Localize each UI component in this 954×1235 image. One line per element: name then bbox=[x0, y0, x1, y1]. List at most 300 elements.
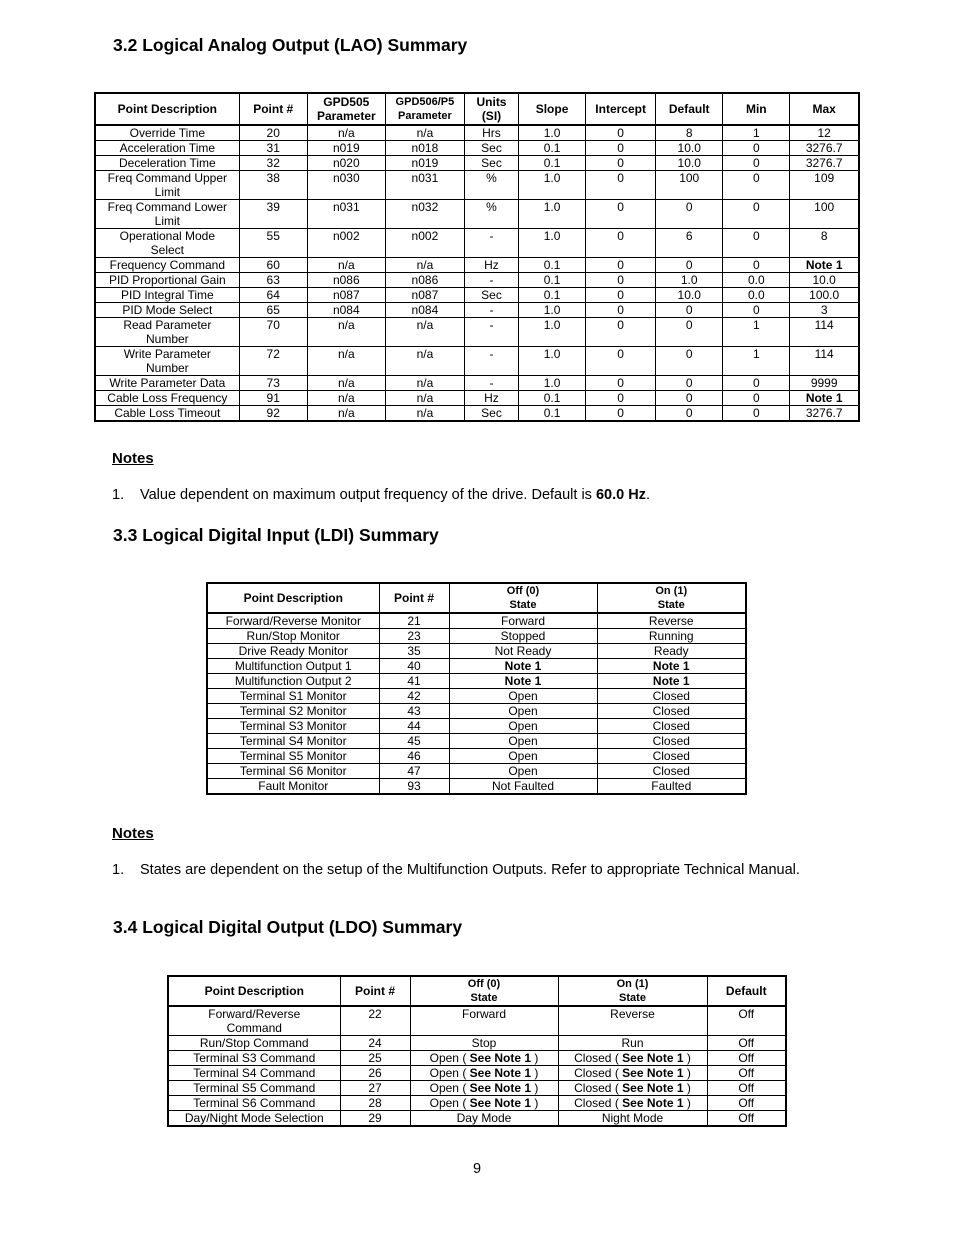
table-cell: Closed bbox=[597, 689, 746, 704]
table-row bbox=[95, 406, 859, 422]
lao-summary-table bbox=[94, 92, 860, 422]
table-cell: Cable Loss Timeout bbox=[95, 406, 239, 422]
table-cell: 3276.7 bbox=[790, 156, 859, 171]
table-cell: 45 bbox=[379, 734, 449, 749]
table-cell: n/a bbox=[307, 391, 385, 406]
table-cell: 0 bbox=[723, 156, 790, 171]
table-cell: 42 bbox=[379, 689, 449, 704]
table-cell: 27 bbox=[340, 1081, 410, 1096]
table-cell: n031 bbox=[385, 171, 464, 200]
table-cell: 0 bbox=[656, 200, 723, 229]
table-cell: Open ( See Note 1 ) bbox=[410, 1066, 558, 1081]
table-cell: n/a bbox=[385, 406, 464, 422]
table-cell: 100.0 bbox=[790, 288, 859, 303]
table-cell: Multifunction Output 1 bbox=[207, 659, 379, 674]
table-cell: Off bbox=[707, 1096, 786, 1111]
table-row bbox=[168, 1051, 786, 1066]
column-header: On (1) State bbox=[597, 583, 746, 613]
table-cell: 24 bbox=[340, 1036, 410, 1051]
table-cell: 109 bbox=[790, 171, 859, 200]
table-cell: 0 bbox=[586, 376, 656, 391]
table-cell: 0 bbox=[656, 318, 723, 347]
table-cell: Stop bbox=[410, 1036, 558, 1051]
table-cell: Run bbox=[558, 1036, 707, 1051]
table-cell: Write Parameter Data bbox=[95, 376, 239, 391]
table-cell: 31 bbox=[239, 141, 307, 156]
table-cell: n030 bbox=[307, 171, 385, 200]
table-cell: Closed ( See Note 1 ) bbox=[558, 1066, 707, 1081]
table-cell: Open ( See Note 1 ) bbox=[410, 1096, 558, 1111]
column-header: Point # bbox=[340, 976, 410, 1006]
column-header: Off (0) State bbox=[410, 976, 558, 1006]
table-cell: 44 bbox=[379, 719, 449, 734]
table-cell: 0 bbox=[586, 303, 656, 318]
column-header: GPD505 Parameter bbox=[307, 93, 385, 125]
table-cell: n/a bbox=[385, 391, 464, 406]
table-cell: 43 bbox=[379, 704, 449, 719]
table-cell: Forward bbox=[449, 613, 597, 629]
table-cell: n/a bbox=[385, 347, 464, 376]
table-row bbox=[207, 704, 746, 719]
table-cell: 12 bbox=[790, 125, 859, 141]
table-cell: Note 1 bbox=[449, 674, 597, 689]
table-cell: Open ( See Note 1 ) bbox=[410, 1081, 558, 1096]
table-cell: Freq Command Lower Limit bbox=[95, 200, 239, 229]
table-cell: Note 1 bbox=[449, 659, 597, 674]
table-cell: 21 bbox=[379, 613, 449, 629]
ldi-notes-heading: Notes bbox=[112, 825, 154, 842]
ldi-note-number: 1. bbox=[112, 862, 125, 878]
table-cell: Night Mode bbox=[558, 1111, 707, 1127]
table-cell: 92 bbox=[239, 406, 307, 422]
table-cell: 100 bbox=[790, 200, 859, 229]
table-cell: 35 bbox=[379, 644, 449, 659]
column-header: Point # bbox=[379, 583, 449, 613]
column-header: Default bbox=[707, 976, 786, 1006]
table-row bbox=[168, 1096, 786, 1111]
table-cell: Frequency Command bbox=[95, 258, 239, 273]
table-cell: PID Proportional Gain bbox=[95, 273, 239, 288]
table-row bbox=[95, 273, 859, 288]
table-cell: 0 bbox=[656, 391, 723, 406]
column-header: Off (0) State bbox=[449, 583, 597, 613]
table-cell: 3276.7 bbox=[790, 406, 859, 422]
table-cell: 25 bbox=[340, 1051, 410, 1066]
table-cell: 72 bbox=[239, 347, 307, 376]
table-cell: Day Mode bbox=[410, 1111, 558, 1127]
table-cell: Terminal S1 Monitor bbox=[207, 689, 379, 704]
table-cell: 10.0 bbox=[790, 273, 859, 288]
table-cell: 8 bbox=[790, 229, 859, 258]
table-cell: - bbox=[464, 229, 518, 258]
table-cell: 29 bbox=[340, 1111, 410, 1127]
table-cell: Terminal S4 Monitor bbox=[207, 734, 379, 749]
table-cell: % bbox=[464, 200, 518, 229]
table-cell: Multifunction Output 2 bbox=[207, 674, 379, 689]
table-cell: Open bbox=[449, 764, 597, 779]
column-header: Intercept bbox=[586, 93, 656, 125]
table-cell: Sec bbox=[464, 141, 518, 156]
table-cell: 41 bbox=[379, 674, 449, 689]
table-cell: PID Integral Time bbox=[95, 288, 239, 303]
table-row bbox=[95, 376, 859, 391]
table-cell: n002 bbox=[307, 229, 385, 258]
table-cell: 0 bbox=[586, 141, 656, 156]
table-cell: Open bbox=[449, 689, 597, 704]
table-row bbox=[95, 156, 859, 171]
table-cell: 46 bbox=[379, 749, 449, 764]
table-row bbox=[207, 629, 746, 644]
table-cell: Not Ready bbox=[449, 644, 597, 659]
table-cell: Stopped bbox=[449, 629, 597, 644]
table-cell: n/a bbox=[307, 347, 385, 376]
table-cell: 10.0 bbox=[656, 141, 723, 156]
table-cell: 0 bbox=[586, 156, 656, 171]
table-cell: 3 bbox=[790, 303, 859, 318]
table-cell: Terminal S5 Command bbox=[168, 1081, 340, 1096]
table-cell: PID Mode Select bbox=[95, 303, 239, 318]
table-cell: Off bbox=[707, 1066, 786, 1081]
table-cell: % bbox=[464, 171, 518, 200]
table-cell: n/a bbox=[385, 318, 464, 347]
table-cell: 0 bbox=[586, 171, 656, 200]
table-cell: - bbox=[464, 303, 518, 318]
table-cell: 0 bbox=[586, 288, 656, 303]
table-row bbox=[95, 288, 859, 303]
table-cell: Off bbox=[707, 1081, 786, 1096]
table-cell: Reverse bbox=[558, 1006, 707, 1036]
table-cell: Note 1 bbox=[790, 258, 859, 273]
table-cell: Read Parameter Number bbox=[95, 318, 239, 347]
ldi-summary-table bbox=[206, 582, 747, 795]
column-header: GPD506/P5 Parameter bbox=[385, 93, 464, 125]
column-header: Point Description bbox=[95, 93, 239, 125]
table-cell: 64 bbox=[239, 288, 307, 303]
table-cell: 0.1 bbox=[519, 406, 586, 422]
table-cell: n086 bbox=[307, 273, 385, 288]
table-cell: 0 bbox=[723, 376, 790, 391]
table-cell: 0 bbox=[586, 318, 656, 347]
table-cell: 60 bbox=[239, 258, 307, 273]
table-cell: 93 bbox=[379, 779, 449, 795]
table-cell: Not Faulted bbox=[449, 779, 597, 795]
page-number: 9 bbox=[472, 1161, 482, 1177]
table-cell: n019 bbox=[385, 156, 464, 171]
lao-note-text: Value dependent on maximum output frequency of the drive. Default is 60.0 Hz. bbox=[140, 487, 650, 503]
table-cell: 0 bbox=[586, 347, 656, 376]
table-row bbox=[95, 125, 859, 141]
table-cell: 1 bbox=[723, 347, 790, 376]
table-row bbox=[95, 229, 859, 258]
table-cell: 91 bbox=[239, 391, 307, 406]
table-cell: 114 bbox=[790, 347, 859, 376]
lao-note-bold: 60.0 Hz bbox=[595, 487, 646, 503]
table-cell: Off bbox=[707, 1036, 786, 1051]
table-cell: 0 bbox=[656, 258, 723, 273]
table-row bbox=[95, 258, 859, 273]
table-cell: Terminal S3 Monitor bbox=[207, 719, 379, 734]
table-cell: 8 bbox=[656, 125, 723, 141]
table-cell: n/a bbox=[307, 125, 385, 141]
table-cell: n/a bbox=[307, 318, 385, 347]
table-cell: 28 bbox=[340, 1096, 410, 1111]
table-row bbox=[207, 644, 746, 659]
table-cell: 20 bbox=[239, 125, 307, 141]
column-header: Units (SI) bbox=[464, 93, 518, 125]
table-cell: Open bbox=[449, 719, 597, 734]
table-cell: 0.1 bbox=[519, 258, 586, 273]
table-cell: Override Time bbox=[95, 125, 239, 141]
table-cell: n087 bbox=[307, 288, 385, 303]
table-cell: 39 bbox=[239, 200, 307, 229]
table-cell: 1 bbox=[723, 318, 790, 347]
table-cell: 0 bbox=[586, 229, 656, 258]
table-cell: 3276.7 bbox=[790, 141, 859, 156]
table-cell: Closed ( See Note 1 ) bbox=[558, 1096, 707, 1111]
table-cell: Fault Monitor bbox=[207, 779, 379, 795]
table-cell: Operational Mode Select bbox=[95, 229, 239, 258]
table-cell: 0.1 bbox=[519, 273, 586, 288]
table-cell: Terminal S6 Command bbox=[168, 1096, 340, 1111]
table-row bbox=[168, 1066, 786, 1081]
table-cell: n/a bbox=[307, 258, 385, 273]
table-cell: 1.0 bbox=[519, 200, 586, 229]
table-cell: 0.1 bbox=[519, 288, 586, 303]
table-cell: 55 bbox=[239, 229, 307, 258]
table-cell: 0 bbox=[656, 376, 723, 391]
table-cell: 0 bbox=[723, 171, 790, 200]
table-row bbox=[207, 764, 746, 779]
table-cell: 1.0 bbox=[519, 318, 586, 347]
table-cell: 1.0 bbox=[519, 229, 586, 258]
table-cell: n/a bbox=[307, 406, 385, 422]
table-cell: Terminal S6 Monitor bbox=[207, 764, 379, 779]
table-cell: Note 1 bbox=[790, 391, 859, 406]
table-cell: Off bbox=[707, 1006, 786, 1036]
table-cell: 1.0 bbox=[519, 171, 586, 200]
table-row bbox=[207, 749, 746, 764]
table-cell: Note 1 bbox=[597, 674, 746, 689]
table-cell: Forward/Reverse Command bbox=[168, 1006, 340, 1036]
table-cell: Acceleration Time bbox=[95, 141, 239, 156]
table-cell: 23 bbox=[379, 629, 449, 644]
table-row bbox=[168, 1111, 786, 1127]
table-cell: 0 bbox=[586, 406, 656, 422]
table-cell: Hrs bbox=[464, 125, 518, 141]
table-cell: 0.1 bbox=[519, 391, 586, 406]
table-cell: Terminal S3 Command bbox=[168, 1051, 340, 1066]
table-row bbox=[207, 779, 746, 795]
table-row bbox=[95, 171, 859, 200]
table-cell: 0 bbox=[586, 125, 656, 141]
table-cell: Open bbox=[449, 749, 597, 764]
table-row bbox=[207, 613, 746, 629]
table-cell: 70 bbox=[239, 318, 307, 347]
table-cell: Sec bbox=[464, 156, 518, 171]
table-cell: 0 bbox=[586, 391, 656, 406]
table-cell: 0.1 bbox=[519, 141, 586, 156]
table-row bbox=[168, 1006, 786, 1036]
table-cell: 0 bbox=[723, 406, 790, 422]
ldo-summary-table bbox=[167, 975, 787, 1127]
table-cell: Freq Command Upper Limit bbox=[95, 171, 239, 200]
table-cell: Terminal S2 Monitor bbox=[207, 704, 379, 719]
table-cell: Day/Night Mode Selection bbox=[168, 1111, 340, 1127]
table-cell: 1.0 bbox=[656, 273, 723, 288]
ldi-note-text: States are dependent on the setup of the Multifunction Outputs. Refer to appropriate Technical Manual. bbox=[140, 862, 800, 878]
table-cell: Cable Loss Frequency bbox=[95, 391, 239, 406]
table-cell: 1 bbox=[723, 125, 790, 141]
table-cell: Deceleration Time bbox=[95, 156, 239, 171]
table-cell: 100 bbox=[656, 171, 723, 200]
table-cell: 32 bbox=[239, 156, 307, 171]
column-header: Min bbox=[723, 93, 790, 125]
table-row bbox=[207, 659, 746, 674]
table-cell: Sec bbox=[464, 288, 518, 303]
section-title-ldi: 3.3 Logical Digital Input (LDI) Summary bbox=[113, 525, 439, 545]
table-cell: Write Parameter Number bbox=[95, 347, 239, 376]
table-row bbox=[207, 734, 746, 749]
lao-notes-heading: Notes bbox=[112, 450, 154, 467]
column-header: Max bbox=[790, 93, 859, 125]
table-cell: n087 bbox=[385, 288, 464, 303]
table-cell: Closed bbox=[597, 719, 746, 734]
table-cell: 1.0 bbox=[519, 347, 586, 376]
table-cell: 0 bbox=[586, 200, 656, 229]
table-cell: 0 bbox=[656, 406, 723, 422]
table-cell: 0 bbox=[723, 391, 790, 406]
table-cell: 0 bbox=[723, 258, 790, 273]
table-row bbox=[207, 719, 746, 734]
table-cell: Ready bbox=[597, 644, 746, 659]
table-cell: n084 bbox=[307, 303, 385, 318]
table-cell: 1.0 bbox=[519, 303, 586, 318]
table-cell: 0 bbox=[723, 303, 790, 318]
table-row bbox=[95, 318, 859, 347]
table-cell: 47 bbox=[379, 764, 449, 779]
section-title-ldo: 3.4 Logical Digital Output (LDO) Summary bbox=[113, 917, 463, 937]
table-cell: 65 bbox=[239, 303, 307, 318]
table-cell: 10.0 bbox=[656, 156, 723, 171]
table-row bbox=[207, 689, 746, 704]
table-cell: n032 bbox=[385, 200, 464, 229]
table-cell: 0 bbox=[656, 347, 723, 376]
table-cell: 0 bbox=[723, 229, 790, 258]
table-cell: 0 bbox=[723, 141, 790, 156]
table-cell: 22 bbox=[340, 1006, 410, 1036]
table-cell: Off bbox=[707, 1111, 786, 1127]
table-cell: Off bbox=[707, 1051, 786, 1066]
section-title-lao: 3.2 Logical Analog Output (LAO) Summary bbox=[113, 35, 468, 55]
table-cell: 38 bbox=[239, 171, 307, 200]
table-cell: n/a bbox=[307, 376, 385, 391]
table-cell: n019 bbox=[307, 141, 385, 156]
column-header: Slope bbox=[519, 93, 586, 125]
table-cell: n/a bbox=[385, 258, 464, 273]
table-cell: - bbox=[464, 273, 518, 288]
table-cell: Terminal S4 Command bbox=[168, 1066, 340, 1081]
table-cell: 10.0 bbox=[656, 288, 723, 303]
table-row bbox=[207, 674, 746, 689]
column-header: On (1) State bbox=[558, 976, 707, 1006]
table-cell: n/a bbox=[385, 125, 464, 141]
column-header: Default bbox=[656, 93, 723, 125]
table-cell: Run/Stop Command bbox=[168, 1036, 340, 1051]
table-cell: n031 bbox=[307, 200, 385, 229]
table-cell: Closed bbox=[597, 734, 746, 749]
table-cell: Open ( See Note 1 ) bbox=[410, 1051, 558, 1066]
table-cell: Forward/Reverse Monitor bbox=[207, 613, 379, 629]
table-cell: 0.0 bbox=[723, 273, 790, 288]
table-row bbox=[168, 1036, 786, 1051]
table-cell: Closed bbox=[597, 704, 746, 719]
table-cell: Run/Stop Monitor bbox=[207, 629, 379, 644]
lao-note-number: 1. bbox=[112, 487, 125, 503]
table-cell: n018 bbox=[385, 141, 464, 156]
table-cell: Sec bbox=[464, 406, 518, 422]
table-row bbox=[95, 200, 859, 229]
column-header: Point # bbox=[239, 93, 307, 125]
table-cell: - bbox=[464, 376, 518, 391]
table-cell: n/a bbox=[385, 376, 464, 391]
table-cell: n086 bbox=[385, 273, 464, 288]
table-cell: n002 bbox=[385, 229, 464, 258]
table-cell: 0 bbox=[723, 200, 790, 229]
column-header: Point Description bbox=[207, 583, 379, 613]
table-cell: 0 bbox=[586, 258, 656, 273]
table-cell: 26 bbox=[340, 1066, 410, 1081]
table-row bbox=[95, 391, 859, 406]
table-cell: n084 bbox=[385, 303, 464, 318]
table-cell: Open bbox=[449, 734, 597, 749]
table-cell: 1.0 bbox=[519, 125, 586, 141]
column-header: Point Description bbox=[168, 976, 340, 1006]
table-cell: Closed bbox=[597, 764, 746, 779]
table-cell: Closed ( See Note 1 ) bbox=[558, 1051, 707, 1066]
table-cell: Terminal S5 Monitor bbox=[207, 749, 379, 764]
table-cell: Closed ( See Note 1 ) bbox=[558, 1081, 707, 1096]
table-cell: - bbox=[464, 318, 518, 347]
table-cell: 40 bbox=[379, 659, 449, 674]
table-cell: 0 bbox=[586, 273, 656, 288]
table-cell: 0 bbox=[656, 303, 723, 318]
table-cell: - bbox=[464, 347, 518, 376]
table-cell: 73 bbox=[239, 376, 307, 391]
table-row bbox=[168, 1081, 786, 1096]
table-row bbox=[95, 347, 859, 376]
table-cell: 6 bbox=[656, 229, 723, 258]
table-cell: Hz bbox=[464, 258, 518, 273]
table-cell: n020 bbox=[307, 156, 385, 171]
table-cell: Closed bbox=[597, 749, 746, 764]
table-cell: Faulted bbox=[597, 779, 746, 795]
table-row bbox=[95, 141, 859, 156]
table-cell: 1.0 bbox=[519, 376, 586, 391]
table-cell: Open bbox=[449, 704, 597, 719]
table-cell: 63 bbox=[239, 273, 307, 288]
table-cell: 0.1 bbox=[519, 156, 586, 171]
table-cell: Note 1 bbox=[597, 659, 746, 674]
table-cell: 0.0 bbox=[723, 288, 790, 303]
table-cell: 114 bbox=[790, 318, 859, 347]
table-cell: Running bbox=[597, 629, 746, 644]
table-cell: Reverse bbox=[597, 613, 746, 629]
table-cell: 9999 bbox=[790, 376, 859, 391]
table-cell: Forward bbox=[410, 1006, 558, 1036]
table-cell: Hz bbox=[464, 391, 518, 406]
table-row bbox=[95, 303, 859, 318]
table-cell: Drive Ready Monitor bbox=[207, 644, 379, 659]
